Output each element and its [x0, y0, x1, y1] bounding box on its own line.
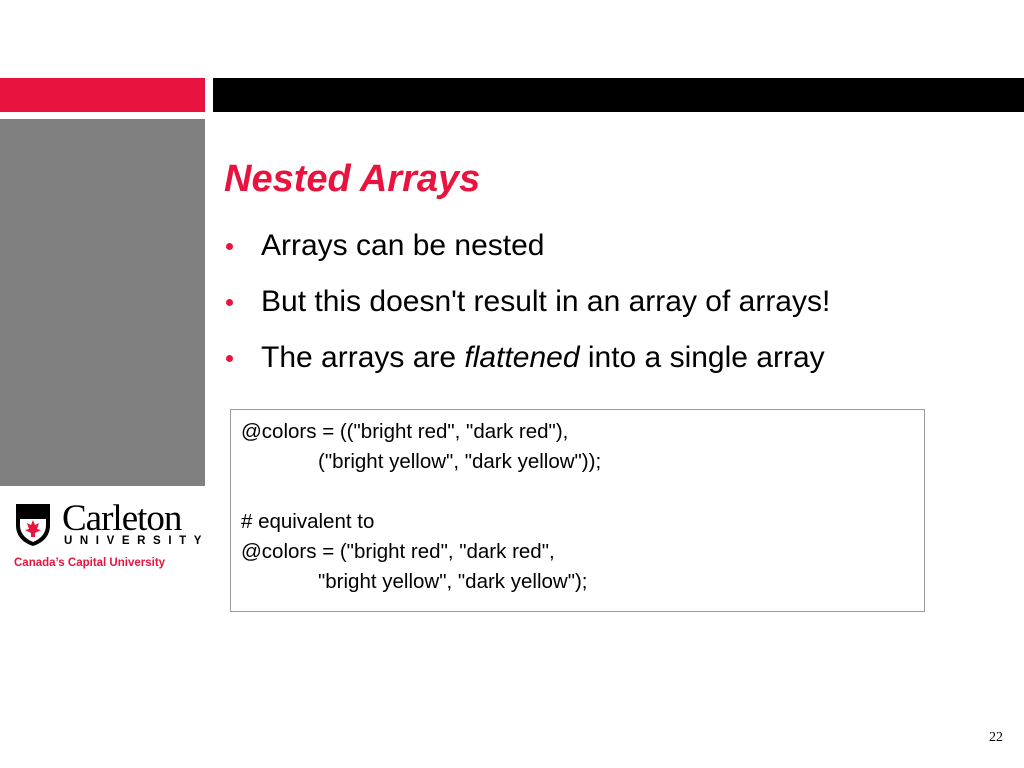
bullet-icon — [226, 355, 233, 362]
crest-icon — [14, 501, 52, 547]
bullet-list — [226, 224, 830, 392]
logo-wordmark: Carleton — [62, 498, 182, 539]
code-line: ("bright yellow", "dark yellow")); — [318, 450, 602, 473]
code-line: @colors = ("bright red", "dark red", — [241, 540, 555, 563]
bullet-icon — [226, 243, 233, 250]
carleton-logo — [14, 498, 210, 575]
bullet-text-emphasis: flattened — [464, 341, 580, 374]
logo-tagline: Canada’s Capital University — [14, 557, 166, 569]
header-black-bar — [213, 78, 1024, 112]
code-line-blank — [241, 477, 924, 507]
code-comment-line: # equivalent to — [241, 510, 375, 533]
logo-university: UNIVERSITY — [64, 535, 210, 547]
bullet-text: But this doesn't result in an array of arrays! — [261, 285, 831, 318]
code-example-box — [230, 409, 925, 612]
slide-title: Nested Arrays — [224, 158, 481, 200]
page-number: 22 — [989, 730, 1003, 745]
bullet-item — [226, 224, 830, 280]
bullet-text: Arrays can be nested — [261, 229, 545, 262]
code-line: @colors = (("bright red", "dark red"), — [241, 420, 569, 443]
header-accent-bar — [0, 78, 205, 112]
bullet-item — [226, 280, 830, 336]
bullet-icon — [226, 299, 233, 306]
bullet-text-before: The arrays are — [261, 341, 465, 374]
code-line: "bright yellow", "dark yellow"); — [318, 570, 588, 593]
bullet-item — [226, 336, 830, 392]
bullet-text-after: into a single array — [579, 341, 825, 374]
side-gray-block — [0, 119, 205, 486]
